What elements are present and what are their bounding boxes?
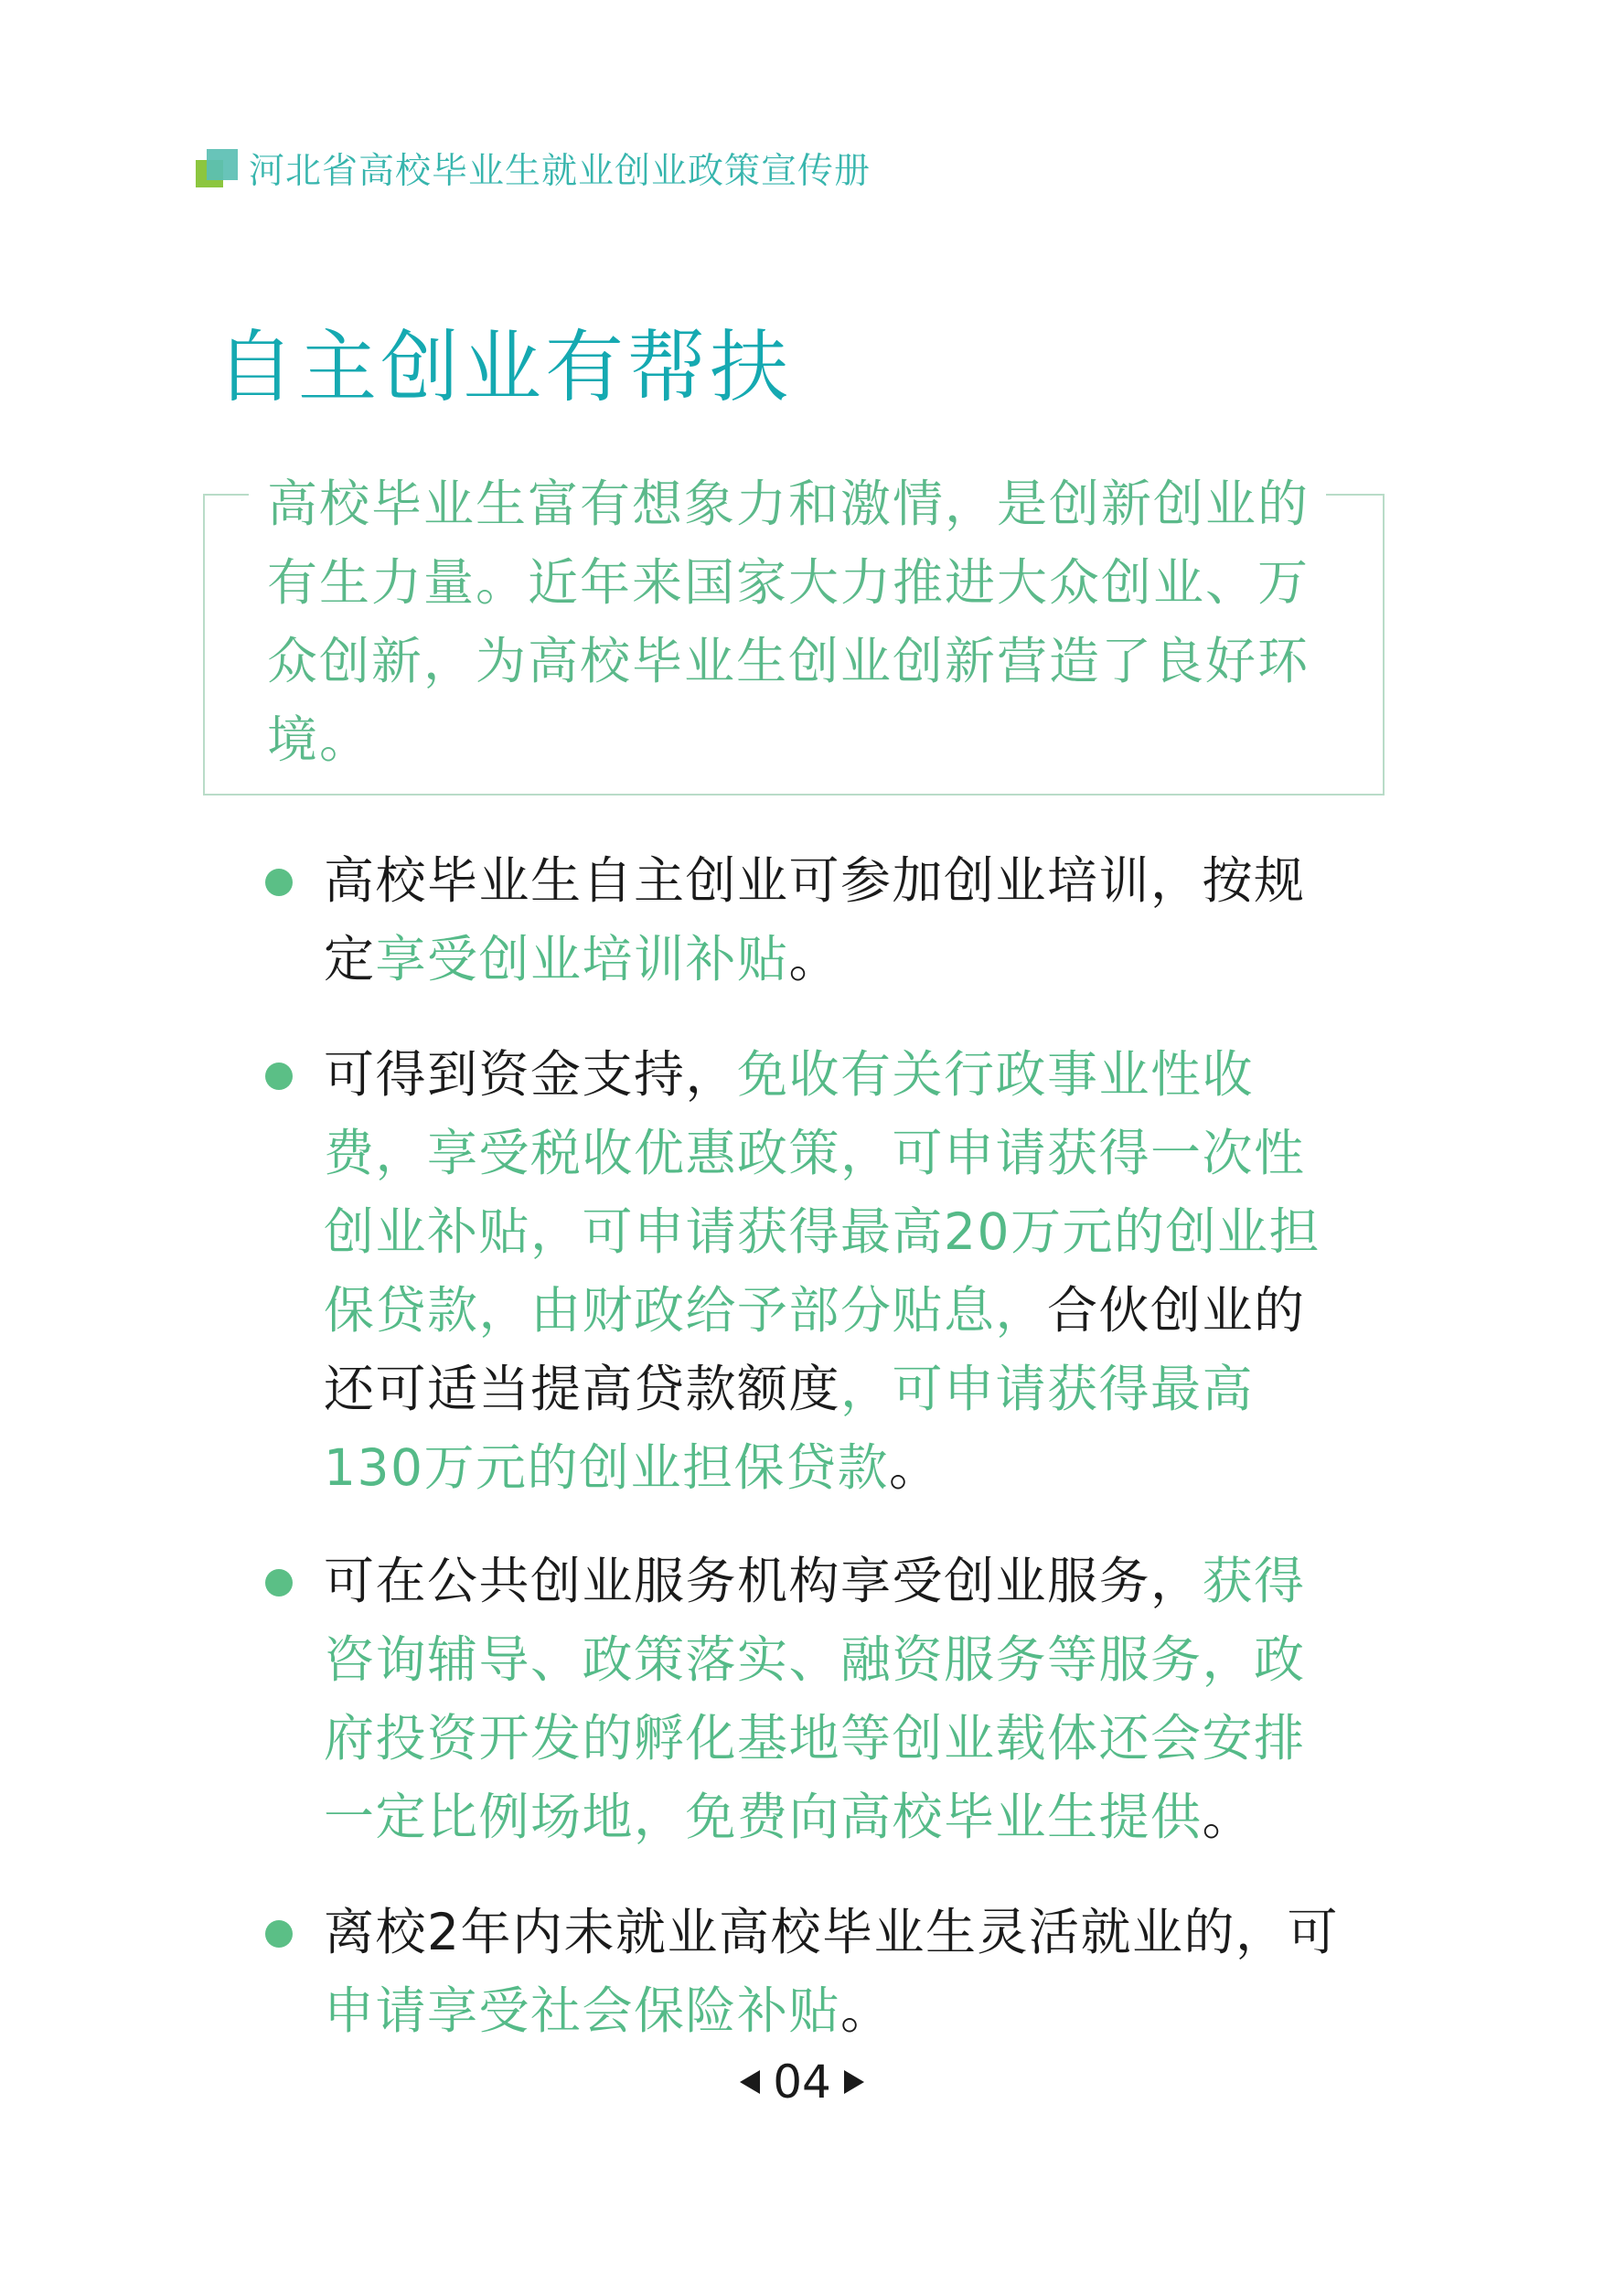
brochure-logo-icon (196, 147, 238, 189)
bullet-plain-text: 。 (840, 1981, 893, 2040)
bullet-plain-text: 。 (888, 1438, 941, 1497)
bullet-dot-icon (265, 869, 293, 896)
policy-bullet-list (265, 841, 1344, 2087)
running-header (196, 144, 871, 192)
logo-teal-square (207, 149, 238, 180)
intro-text: 高校毕业生富有想象力和激情，是创新创业的有生力量。近年来国家大力推进大众创业、万众创新，为高校毕业生创业创新营造了良好环境。 (267, 475, 1310, 769)
next-page-arrow-icon (844, 2070, 864, 2094)
bullet-item-services (265, 1542, 1344, 1856)
bullet-item-training (265, 841, 1344, 998)
bullet-text (324, 851, 1306, 988)
bullet-text (324, 1552, 1306, 1846)
bullet-item-funding (265, 1035, 1344, 1507)
section-title: 自主创业有帮扶 (216, 322, 792, 413)
bullet-dot-icon (265, 1063, 293, 1090)
bullet-highlight-text: 免收有关行政事业性收费，享受税收优惠政策，可申请获得一次性创业补贴，可申请获得最高20万元的创业担保贷款，由财政给予部分贴息， (324, 1045, 1321, 1340)
bullet-highlight-text: 申请享受社会保险补贴 (324, 1981, 841, 2040)
intro-box-top-left-rule (205, 494, 249, 496)
bullet-item-social-insurance (265, 1893, 1344, 2050)
intro-box (203, 475, 1385, 796)
bullet-text (324, 1045, 1321, 1497)
bullet-text (324, 1903, 1339, 2040)
bullet-plain-text: 可在公共创业服务机构享受创业服务， (324, 1552, 1203, 1610)
page-number-text: 04 (773, 2056, 831, 2109)
bullet-dot-icon (265, 1569, 293, 1597)
intro-box-top-right-rule (1326, 494, 1383, 496)
bullet-plain-text: 。 (788, 930, 841, 988)
brochure-title: 河北省高校毕业生就业创业政策宣传册 (249, 151, 872, 192)
bullet-plain-text: 高校毕业生自主创业可参加创业培训，按规定 (324, 851, 1306, 988)
bullet-plain-text: 。 (1202, 1788, 1255, 1846)
bullet-highlight-text: 享受创业培训补贴 (375, 930, 789, 988)
bullet-plain-text: 离校2年内未就业高校毕业生灵活就业的，可 (324, 1903, 1339, 1961)
page-number (0, 2056, 1604, 2109)
bullet-highlight-text: 获得咨询辅导、政策落实、融资服务等服务，政府投资开发的孵化基地等创业载体还会安排一定比例场地，免费向高校毕业生提供 (324, 1552, 1306, 1846)
bullet-plain-text: 可得到资金支持， (324, 1045, 738, 1104)
previous-page-arrow-icon (740, 2070, 760, 2094)
bullet-highlight-text: ，可申请获得最高130万元的创业担保贷款 (324, 1360, 1255, 1497)
bullet-dot-icon (265, 1920, 293, 1948)
bullet-plain-text: 合伙创业的还可适当提高贷款额度 (324, 1281, 1306, 1418)
